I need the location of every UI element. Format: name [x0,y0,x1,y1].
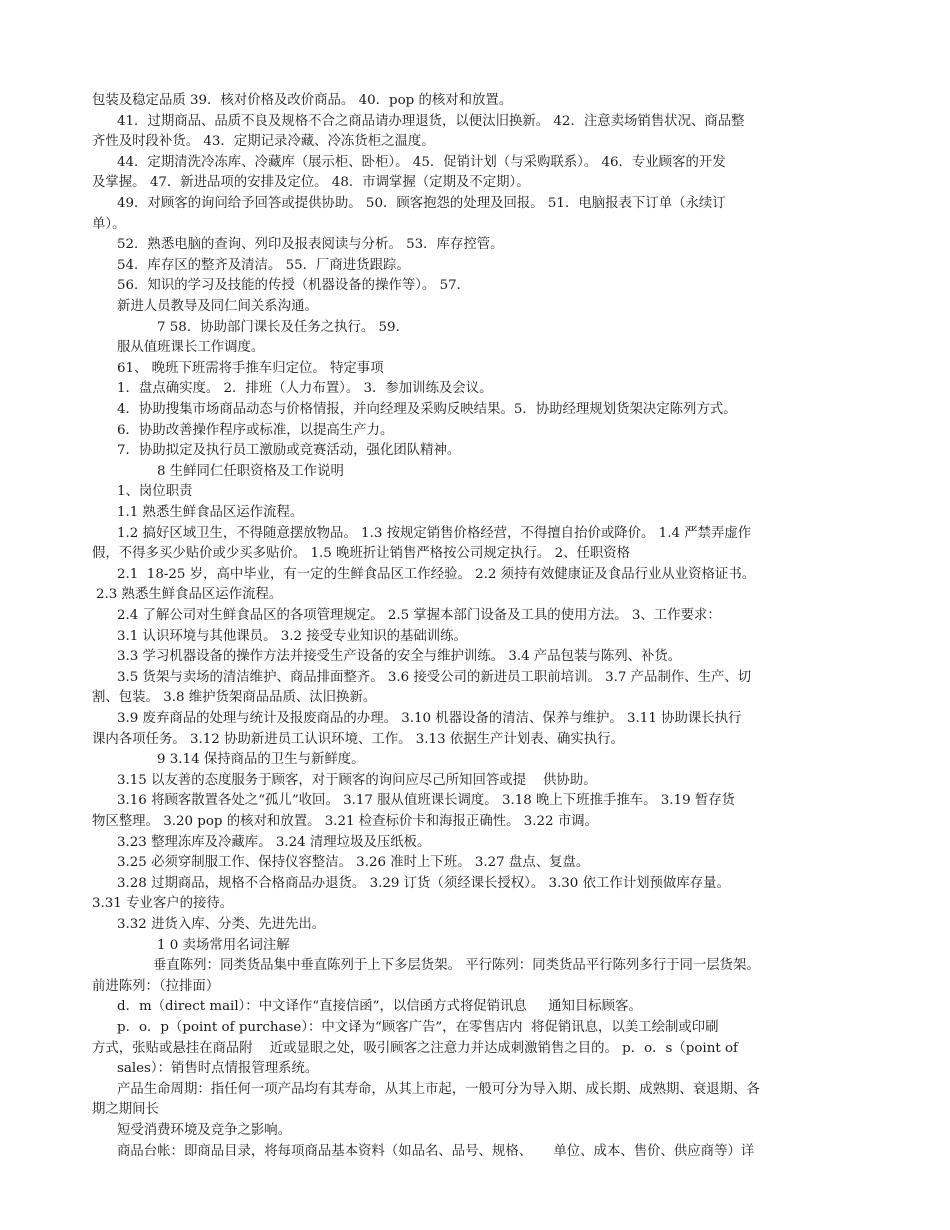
text-line: 包装及稳定品质 39．核对价格及改价商品。 40．pop 的核对和放置。 [92,93,513,108]
text-line: 齐性及时段补货。 43．定期记录冷藏、冷冻货柜之温度。 [92,134,435,150]
text-line: 前进陈列：（拉排面） [92,978,220,994]
text-line: 1、岗位职责 [117,484,193,500]
text-line: 物区整理。 3.20 pop 的核对和放置。 3.21 检查标价卡和海报正确性。 3.22 市调。 [92,814,598,829]
text-line: 商品台帐：即商品目录，将每项商品基本资料（如品名、品号、规格、 单位、成本、售价、供应商等）详 [117,1143,755,1159]
text-line: 61、 晚班下班需将手推车归定位。 特定事项 [117,360,384,376]
text-line: 2.4 了解公司对生鲜食品区的各项管理规定。 2.5 掌握本部门设备及工具的使用方法。 3、工作要求： [117,608,721,623]
text-line: 服从值班课长工作调度。 [117,340,265,356]
text-line: 7．协助拟定及执行员工激励或竞赛活动，强化团队精神。 [117,443,461,459]
text-line: 6．协助改善操作程序或标准，以提高生产力。 [117,422,394,438]
text-line: p．o．p（point of purchase）：中文译为“顾客广告”，在零售店内 将促销讯息，以美工绘制或印刷 [117,1020,719,1035]
text-line: 3.25 必须穿制服工作、保持仪容整洁。 3.26 准时上下班。 3.27 盘点、复盘。 [117,855,590,871]
text-line: 3.32 进货入库、分类、先进先出。 [117,917,326,932]
text-line: 3.1 认识环境与其他课员。 3.2 接受专业知识的基础训练。 [117,628,467,644]
text-line: 7 58．协助部门课长及任务之执行。 59． [157,319,409,335]
text-line: 3.23 整理冻库及冷藏库。 3.24 清理垃圾及压纸板。 [117,834,431,850]
text-line: 9 3.14 保持商品的卫生与新鲜度。 [157,752,365,768]
text-line: 2.3 熟悉生鲜食品区运作流程。 [96,587,283,603]
text-line: 课内各项任务。 3.12 协助新进员工认识环境、工作。 3.13 依据生产计划表、确实执行。 [92,731,624,747]
text-line: 1 0 卖场常用名词注解 [157,937,290,953]
text-line: 3.28 过期商品，规格不合格商品办退货。 3.29 订货（须经课长授权）。 3.30 依工作计划预做库存量。 [117,875,730,891]
text-line: 8 生鲜同仁任职资格及工作说明 [157,463,344,479]
text-line: 1．盘点确实度。 2．排班（人力布置）。 3．参加训练及会议。 [117,381,493,397]
text-line: 3.5 货架与卖场的清洁维护、商品排面整齐。 3.6 接受公司的新进员工职前培训。 3.7 产品制作、生产、切 [117,669,752,685]
text-line: 49．对顾客的询问给予回答或提供协助。 50．顾客抱怨的处理及回报。 51．电脑报表下订单（永续订 [117,196,726,211]
text-line: 1.1 熟悉生鲜食品区运作流程。 [117,505,304,520]
text-line: d．m（direct mail）：中文译作“直接信函”，以信函方式将促销讯息 通知目标顾客。 [117,999,642,1015]
text-line: 3.3 学习机器设备的操作方法并接受生产设备的安全与维护训练。 3.4 产品包装与陈列、补货。 [117,649,682,665]
text-line: 及掌握。 47．新进品项的安排及定位。 48．市调掌握（定期及不定期）。 [92,175,530,191]
text-line: 1.2 搞好区域卫生，不得随意摆放物品。 1.3 按规定销售价格经营，不得擅自抬价或降价。 1.4 严禁弄虚作 [117,525,752,541]
text-line: 44．定期清洗冷冻库、冷藏库（展示柜、卧柜）。 45．促销计划（与采购联系）。 46．专业顾客的开发 [117,154,726,170]
text-line: 56．知识的学习及技能的传授（机器设备的操作等）。 57． [117,278,471,294]
text-line: sales）：销售时点情报管理系统。 [117,1061,319,1077]
text-line: 3.16 将顾客散置各处之“孤儿”收回。 3.17 服从值班课长调度。 3.18 晚上下班推手推车。 3.19 暂存货 [117,793,736,809]
text-line: 新进人员教导及同仁间关系沟通。 [117,299,318,314]
text-line: 2.1 18-25 岁，高中毕业，有一定的生鲜食品区工作经验。 2.2 须持有效健康证及食品行业从业资格证书。 [117,566,756,582]
text-line: 3.15 以友善的态度服务于顾客，对于顾客的询问应尽己所知回答或提 供协助。 [117,772,597,788]
text-line: 4．协助搜集市场商品动态与价格情报，并向经理及采购反映结果。5．协助经理规划货架决定陈列方式。 [117,402,737,417]
text-line: 41．过期商品、品质不良及规格不合之商品请办理退货，以便汰旧换新。 42．注意卖场销售状况、商品整 [117,113,745,129]
text-line: 期之期间长 [92,1102,159,1118]
text-line: 方式，张贴或悬挂在商品附 近或显眼之处，吸引顾客之注意力并达成刺激销售之目的。 p．o．s（point of [92,1040,738,1056]
text-line: 短受消费环境及竞争之影响。 [117,1123,292,1138]
text-line: 单）。 [92,216,126,232]
text-line: 垂直陈列：同类货品集中垂直陈列于上下多层货架。 平行陈列：同类货品平行陈列多行于同一层货架。 [153,958,760,974]
text-line: 52．熟悉电脑的查询、列印及报表阅读与分析。 53．库存控管。 [117,237,504,253]
text-line: 假，不得多买少贴价或少买多贴价。 1.5 晚班折让销售严格按公司规定执行。 2、任职资格 [92,546,631,562]
text-line: 54．库存区的整齐及清洁。 55．厂商进货跟踪。 [117,257,410,273]
text-line: 3.31 专业客户的接待。 [92,896,234,912]
text-line: 割、包装。 3.8 维护货架商品品质、汰旧换新。 [92,690,377,706]
text-line: 产品生命周期：指任何一项产品均有其寿命，从其上市起，一般可分为导入期、成长期、成熟期、衰退期、各 [117,1081,760,1097]
text-line: 3.9 废弃商品的处理与统计及报废商品的办理。 3.10 机器设备的清洁、保养与维护。 3.11 协助课长执行 [117,711,742,726]
